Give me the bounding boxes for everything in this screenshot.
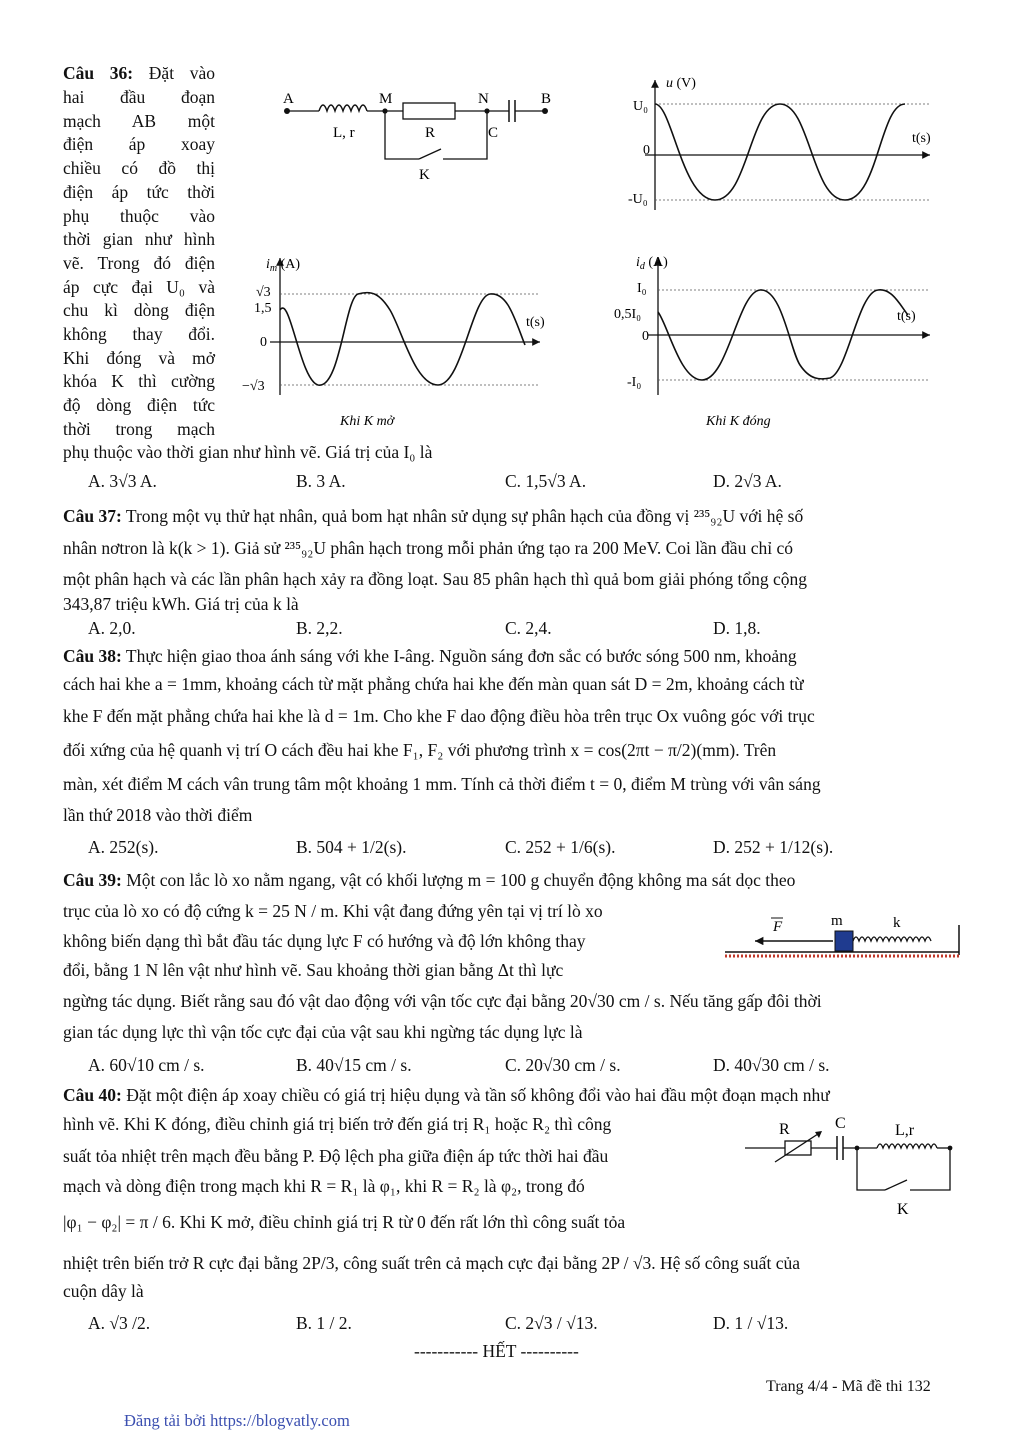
label-k: K — [897, 1201, 909, 1218]
question-39-line1: Câu 39: Một con lắc lò xo nằm ngang, vật có khối lượng m = 100 g chuyển động không ma sát dọc theo — [63, 870, 796, 890]
tick-minus-u0: -U₀ — [628, 192, 648, 207]
question-38-line6: lần thứ 2018 vào thời điểm — [63, 805, 253, 825]
switch-k — [885, 1180, 907, 1190]
q36-option-a[interactable]: A. 3√3 A. — [88, 471, 157, 491]
q36-line: chiều có đồ thị — [63, 158, 215, 179]
q36-text-column — [63, 86, 215, 442]
q36-option-d[interactable]: D. 2√3 A. — [713, 471, 782, 491]
question-40-line7: cuộn dây là — [63, 1281, 144, 1301]
tick-minus-i0: -I₀ — [627, 375, 642, 390]
q36-line: Khi đóng và mở — [63, 347, 215, 368]
q40-label: Câu 40: — [63, 1085, 122, 1105]
question-40-line1: Câu 40: Đặt một điện áp xoay chiều có giá trị hiệu dụng và tần số không đổi vào hai đầu một đoạn mạch như — [63, 1085, 830, 1105]
question-40-line5: |φ₁ − φ₂| = π / 6. Khi K mở, điều chỉnh giá trị R từ 0 đến rất lớn thì công suất tỏa — [63, 1212, 626, 1232]
q36-current-graph-open — [240, 250, 555, 440]
label-n: N — [478, 91, 489, 107]
label-lr: L, r — [333, 125, 355, 141]
switch-k — [419, 149, 441, 159]
label-k: k — [893, 915, 901, 931]
question-40-line3: suất tỏa nhiệt trên mạch đều bằng P. Độ lệch pha giữa điện áp tức thời hai đầu — [63, 1146, 609, 1166]
q36-line: khóa K thì cường — [63, 371, 215, 392]
q39-option-d[interactable]: D. 40√30 cm / s. — [713, 1055, 830, 1075]
tick-zero: 0 — [643, 143, 650, 158]
label-c: C — [835, 1115, 846, 1132]
label-m: M — [379, 91, 393, 107]
current-curve-open — [280, 293, 525, 386]
voltage-curve — [655, 104, 905, 200]
q36-line: mạch AB một — [63, 110, 215, 131]
q36-line: độ dòng điện tức — [63, 395, 215, 416]
label-a: A — [283, 91, 294, 107]
label-k: K — [419, 167, 430, 183]
tick-1-5: 1,5 — [254, 301, 272, 316]
q37-option-d[interactable]: D. 1,8. — [713, 618, 761, 638]
question-38-line5: màn, xét điểm M cách vân trung tâm một khoảng 1 mm. Tính cả thời điểm t = 0, điểm M trùng với vân sáng — [63, 774, 821, 794]
q36-line: điện áp xoay — [63, 134, 215, 155]
caption-k-open: Khi K mở — [340, 414, 395, 429]
q36-line: thời trong mạch — [63, 418, 215, 439]
q37-option-b[interactable]: B. 2,2. — [296, 618, 343, 638]
q39-spring-figure — [725, 905, 965, 965]
axis-label-id: $i_d$ (A) — [636, 255, 668, 272]
q38-option-b[interactable]: B. 504 + 1/2(s). — [296, 837, 407, 857]
question-39-line5: ngừng tác dụng. Biết rằng sau đó vật dao động với vận tốc cực đại bằng 20√30 cm / s. Nếu tăng gấp đôi thời — [63, 991, 822, 1011]
page-footer: Trang 4/4 - Mã đề thi 132 — [766, 1378, 931, 1395]
label-m: m — [831, 913, 843, 929]
q36-line: vẽ. Trong đó điện — [63, 252, 215, 273]
tick-i0: I₀ — [637, 281, 647, 296]
label-lr: L,r — [895, 1122, 915, 1139]
q36-option-c[interactable]: C. 1,5√3 A. — [505, 471, 587, 491]
q39-option-c[interactable]: C. 20√30 cm / s. — [505, 1055, 621, 1075]
axis-label-t: t(s) — [912, 131, 931, 146]
resistor — [403, 103, 455, 119]
tick-minus-sqrt3: −√3 — [242, 379, 265, 394]
question-39-line4: đổi, bằng 1 N lên vật như hình vẽ. Sau khoảng thời gian bằng Δt thì lực — [63, 960, 564, 980]
label-f: F — [773, 919, 783, 935]
question-38-line3: khe F đến mặt phẳng chứa hai khe là d = 1m. Cho khe F dao động điều hòa trên trục Ox vuông góc với trục — [63, 706, 815, 726]
axis-label-t: t(s) — [526, 315, 545, 330]
tick-u0: U₀ — [633, 99, 648, 114]
question-38-line4: đối xứng của hệ quanh vị trí O cách đều hai khe F₁, F₂ với phương trình x = cos(2πt − π/2)(mm). Trên — [63, 740, 777, 760]
q40-option-d[interactable]: D. 1 / √13. — [713, 1313, 789, 1333]
question-40-line6: nhiệt trên biến trở R cực đại bằng 2P/3, công suất trên cả mạch cực đại bằng 2P / √3. Hệ số công suất của — [63, 1253, 800, 1273]
tick-half-i0: 0,5I₀ — [614, 307, 642, 322]
q39-option-b[interactable]: B. 40√15 cm / s. — [296, 1055, 412, 1075]
tick-zero: 0 — [642, 329, 649, 344]
q40-option-b[interactable]: B. 1 / 2. — [296, 1313, 352, 1333]
tick-zero: 0 — [260, 335, 267, 350]
end-mark: ----------- HẾT ---------- — [414, 1341, 579, 1361]
posted-by-link[interactable]: Đăng tải bởi https://blogvatly.com — [124, 1411, 350, 1430]
question-39-line3: không biến dạng thì bắt đầu tác dụng lực F có hướng và độ lớn không thay — [63, 931, 586, 951]
label-c: C — [488, 125, 499, 141]
question-39-line6: gian tác dụng lực thì vận tốc cực đại của vật sau khi ngừng tác dụng lực là — [63, 1022, 583, 1042]
axis-label-im: $i_m$ (A) — [266, 257, 301, 274]
mass-block — [835, 931, 853, 951]
q38-label: Câu 38: — [63, 646, 122, 666]
q36-line: không thay đổi. — [63, 324, 215, 345]
question-40-line2: hình vẽ. Khi K đóng, điều chỉnh giá trị biến trở đến giá trị R₁ hoặc R₂ thì công — [63, 1114, 612, 1134]
question-40-line4: mạch và dòng điện trong mạch khi R = R₁ là φ₁, khi R = R₂ là φ₂, trong đó — [63, 1176, 585, 1196]
question-39-line2: trục của lò xo có độ cứng k = 25 N / m. Khi vật đang đứng yên tại vị trí lò xo — [63, 901, 603, 921]
q36-label: Câu 36: — [63, 63, 134, 83]
q36-last-line: phụ thuộc vào thời gian như hình vẽ. Giá trị của I₀ là — [63, 442, 433, 462]
q38-option-a[interactable]: A. 252(s). — [88, 837, 159, 857]
question-37-line3: một phân hạch và các lần phân hạch xảy ra đồng loạt. Sau 85 phân hạch thì quả bom giải phóng tổng cộng — [63, 569, 808, 589]
q38-option-c[interactable]: C. 252 + 1/6(s). — [505, 837, 616, 857]
question-38-line2: cách hai khe a = 1mm, khoảng cách từ mặt phẳng chứa hai khe đến màn quan sát D = 2m, khoảng cách từ — [63, 674, 804, 694]
caption-k-closed: Khi K đóng — [706, 414, 771, 429]
q36-line: thời gian như hình — [63, 229, 215, 250]
q36-current-graph-closed — [610, 250, 945, 440]
q37-option-a[interactable]: A. 2,0. — [88, 618, 136, 638]
tick-sqrt3: √3 — [256, 285, 271, 300]
q39-label: Câu 39: — [63, 870, 122, 890]
q38-option-d[interactable]: D. 252 + 1/12(s). — [713, 837, 834, 857]
q36-line: Đặt vào — [148, 63, 215, 83]
spring — [853, 937, 931, 941]
label-b: B — [541, 91, 552, 107]
q36-line: áp cực đại U₀ và — [63, 276, 215, 297]
q36-line: phụ thuộc vào — [63, 205, 215, 226]
question-37-line2: nhân nơtron là k(k > 1). Giả sử ²³⁵₉₂U phân hạch trong mỗi phản ứng tạo ra 200 MeV. Coi lần đầu chỉ có — [63, 538, 793, 558]
q37-option-c[interactable]: C. 2,4. — [505, 618, 552, 638]
q40-option-a[interactable]: A. √3 /2. — [88, 1313, 151, 1333]
q36-line: hai đầu đoạn — [63, 87, 215, 107]
axis-label-t: t(s) — [897, 309, 916, 324]
q39-option-a[interactable]: A. 60√10 cm / s. — [88, 1055, 205, 1075]
question-36 — [63, 62, 215, 86]
label-r: R — [779, 1121, 790, 1138]
q36-line: điện áp tức thời — [63, 181, 215, 202]
q36-voltage-graph — [600, 70, 945, 220]
question-37-line4: 343,87 triệu kWh. Giá trị của k là — [63, 594, 299, 614]
q40-circuit-diagram — [745, 1108, 960, 1218]
q40-option-c[interactable]: C. 2√3 / √13. — [505, 1313, 598, 1333]
q36-option-b[interactable]: B. 3 A. — [296, 471, 346, 491]
q36-line: chu kì dòng điện — [63, 300, 215, 321]
question-38-line1: Câu 38: Thực hiện giao thoa ánh sáng với khe I-âng. Nguồn sáng đơn sắc có bước sóng 500 nm, khoảng — [63, 646, 797, 666]
question-37-line1: Câu 37: Trong một vụ thử hạt nhân, quả bom hạt nhân sử dụng sự phân hạch của đồng vị ²³⁵₉₂U với hệ số — [63, 506, 804, 526]
q36-circuit-diagram — [275, 85, 565, 185]
inductor-coil — [877, 1144, 937, 1148]
inductor-coil — [319, 105, 367, 111]
node-b — [542, 108, 548, 114]
axis-label-u: u (V) — [666, 76, 696, 91]
label-r: R — [425, 125, 436, 141]
q37-label: Câu 37: — [63, 506, 122, 526]
